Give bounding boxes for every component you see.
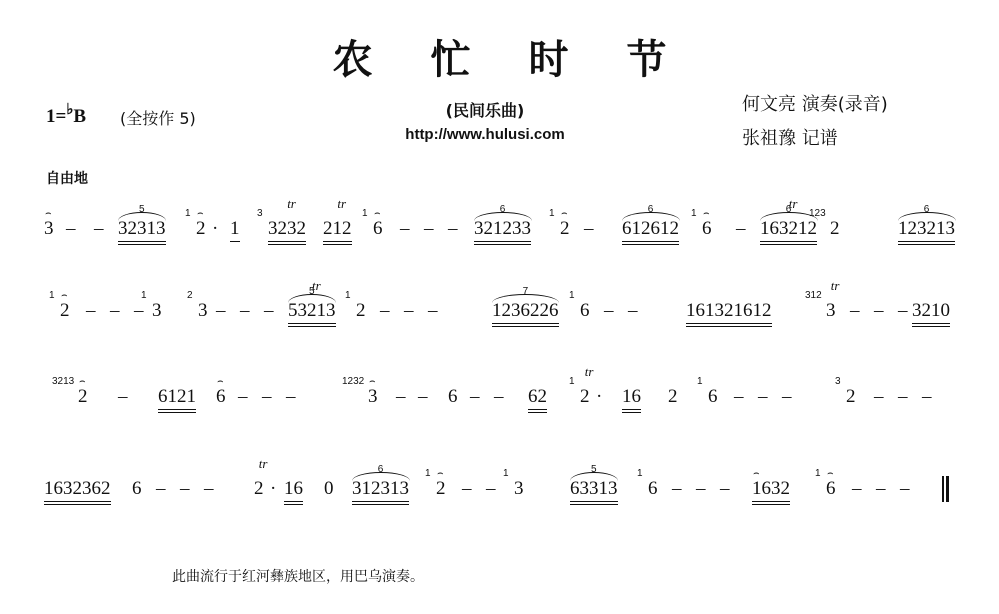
dash-extension: – <box>424 218 434 239</box>
dash-extension: – <box>898 300 908 321</box>
dash-extension: – <box>94 218 104 239</box>
fermata-icon: ⌢ <box>374 208 381 219</box>
note-group: 6 <box>648 478 658 499</box>
fermata-icon: ⌢ <box>561 208 568 219</box>
dash-extension: – <box>66 218 76 239</box>
note-group: 3 <box>44 218 54 239</box>
dash-extension: – <box>418 386 428 407</box>
grace-note: 1 <box>425 468 431 479</box>
grace-note: 1 <box>697 376 703 387</box>
note-group: 63313 <box>570 478 618 505</box>
tuplet-number: 5 <box>591 464 597 475</box>
trill-mark: tr <box>830 278 840 293</box>
dash-extension: – <box>216 300 226 321</box>
dash-extension: – <box>486 478 496 499</box>
score-title: 农忙时节 <box>332 37 725 83</box>
dash-extension: – <box>874 386 884 407</box>
note-group: 3 <box>826 300 836 321</box>
tuplet-number: 6 <box>377 464 384 475</box>
dash-extension: – <box>156 478 166 499</box>
note-group: 53213 <box>288 300 336 327</box>
dash-extension: – <box>584 218 594 239</box>
dash-extension: – <box>238 386 248 407</box>
note-group: 2 <box>668 386 678 407</box>
dash-extension: – <box>852 478 862 499</box>
fermata-icon: ⌢ <box>369 376 376 387</box>
tuplet-number: 6 <box>647 204 654 215</box>
dash-extension: – <box>264 300 274 321</box>
source-url: http://www.hulusi.com <box>405 126 565 143</box>
dash-extension: – <box>494 386 504 407</box>
fermata-icon: ⌢ <box>79 376 86 387</box>
note-group: 3 <box>198 300 208 321</box>
grace-note: 1232 <box>342 376 365 387</box>
dash-extension: – <box>874 300 884 321</box>
dash-extension: – <box>448 218 458 239</box>
note-group: 321233 <box>474 218 531 245</box>
fermata-icon: ⌢ <box>217 376 224 387</box>
note-group: 6 <box>448 386 458 407</box>
grace-note: 1 <box>345 290 351 301</box>
note-group: 6 <box>216 386 226 407</box>
tuplet-number: 5 <box>309 286 315 297</box>
note-group: 1 <box>230 218 240 242</box>
grace-note: 1 <box>637 468 643 479</box>
dot-extension: · <box>596 386 603 407</box>
grace-note: 1 <box>49 290 55 301</box>
note-group: 16 <box>284 478 303 505</box>
performer-credit: 何文亮 演奏(录音) <box>742 94 888 115</box>
dash-extension: – <box>180 478 190 499</box>
dash-extension: – <box>850 300 860 321</box>
grace-note: 1 <box>362 208 368 219</box>
grace-note: 3 <box>257 208 263 219</box>
dash-extension: – <box>240 300 250 321</box>
dash-extension: – <box>118 386 128 407</box>
dash-extension: – <box>110 300 120 321</box>
fingering-note: (全按作 5) <box>120 109 196 128</box>
grace-note: 1 <box>141 290 147 301</box>
note-group: 16 <box>622 386 641 413</box>
note-group: 62 <box>528 386 547 413</box>
trill-mark: tr <box>312 278 321 293</box>
note-group: 2 <box>60 300 70 321</box>
footnote: 此曲流行于红河彝族地区，用巴乌演奏。 <box>172 569 424 585</box>
fermata-icon: ⌢ <box>437 468 444 479</box>
dash-extension: – <box>86 300 96 321</box>
note-group: 2 <box>196 218 206 239</box>
tempo-marking: 自由地 <box>46 171 88 187</box>
tuplet-number: 6 <box>923 204 930 215</box>
grace-note: 1 <box>503 468 509 479</box>
dash-extension: – <box>462 478 472 499</box>
note-group: 123213 <box>898 218 955 245</box>
dash-extension: – <box>734 386 744 407</box>
note-group: 6 <box>373 218 383 239</box>
grace-note: 1 <box>569 376 575 387</box>
note-group: 2 <box>580 386 590 407</box>
fermata-icon: ⌢ <box>703 208 710 219</box>
dash-extension: – <box>720 478 730 499</box>
dash-extension: – <box>134 300 144 321</box>
note-group: 6 <box>826 478 836 499</box>
dash-extension: – <box>922 386 932 407</box>
dash-extension: – <box>400 218 410 239</box>
trill-mark: tr <box>584 364 594 379</box>
grace-note: 3 <box>835 376 841 387</box>
trill-mark: tr <box>337 196 347 211</box>
fermata-icon: ⌢ <box>197 208 204 219</box>
key-prefix: 1= <box>46 106 67 127</box>
transcriber-credit: 张祖豫 记谱 <box>742 128 838 149</box>
note-group: 161321612 <box>686 300 772 327</box>
note-group: 3210 <box>912 300 950 327</box>
trill-mark: tr <box>788 196 798 211</box>
fermata-icon: ⌢ <box>753 468 760 479</box>
dot-extension: · <box>212 218 219 239</box>
note-group: 312313 <box>352 478 409 505</box>
grace-note: 1 <box>549 208 555 219</box>
dash-extension: – <box>262 386 272 407</box>
dash-extension: – <box>900 478 910 499</box>
note-group: 2 <box>78 386 88 407</box>
tuplet-number: 7 <box>522 286 529 297</box>
dash-extension: – <box>898 386 908 407</box>
note-group: 3 <box>514 478 524 499</box>
grace-note: 1 <box>815 468 821 479</box>
note-group: 3 <box>368 386 378 407</box>
note-group: 2 <box>356 300 366 321</box>
fermata-icon: ⌢ <box>827 468 834 479</box>
grace-note: 1 <box>569 290 575 301</box>
dash-extension: – <box>404 300 414 321</box>
dash-extension: – <box>470 386 480 407</box>
note-group: 32313 <box>118 218 166 245</box>
note-group: 6 <box>702 218 712 239</box>
fermata-icon: ⌢ <box>45 208 52 219</box>
note-group: 163212 <box>760 218 817 245</box>
trill-mark: tr <box>287 196 296 211</box>
dash-extension: – <box>672 478 682 499</box>
grace-note: 1 <box>185 208 191 219</box>
key-note: B <box>73 106 87 127</box>
dash-extension: – <box>758 386 768 407</box>
note-group: 6 <box>132 478 142 499</box>
tuplet-number: 6 <box>785 204 792 215</box>
note-group: 612612 <box>622 218 679 245</box>
dash-extension: – <box>782 386 792 407</box>
dash-extension: – <box>204 478 214 499</box>
dash-extension: – <box>696 478 706 499</box>
note-group: 1632362 <box>44 478 111 505</box>
dash-extension: – <box>876 478 886 499</box>
dash-extension: – <box>628 300 638 321</box>
dash-extension: – <box>396 386 406 407</box>
grace-note: 3213 <box>52 376 75 387</box>
note-group: 2 <box>560 218 570 239</box>
tuplet-number: 5 <box>139 204 145 215</box>
fermata-icon: ⌢ <box>61 290 68 301</box>
dot-extension: · <box>270 478 277 499</box>
note-group: 212 <box>323 218 352 245</box>
final-barline-thick <box>946 476 949 502</box>
note-group: 3 <box>152 300 162 321</box>
grace-note: 1 <box>691 208 697 219</box>
final-barline <box>942 476 944 502</box>
dash-extension: – <box>286 386 296 407</box>
dash-extension: – <box>428 300 438 321</box>
note-group: 2 <box>254 478 264 499</box>
grace-note: 123 <box>809 208 826 219</box>
dash-extension: – <box>604 300 614 321</box>
note-group: 2 <box>436 478 446 499</box>
note-group: 2 <box>846 386 856 407</box>
grace-note: 312 <box>805 290 822 301</box>
note-group: 0 <box>324 478 334 499</box>
dash-extension: – <box>736 218 746 239</box>
grace-note: 2 <box>187 290 193 301</box>
note-group: 6121 <box>158 386 196 413</box>
note-group: 3232 <box>268 218 306 245</box>
dash-extension: – <box>380 300 390 321</box>
trill-mark: tr <box>258 456 268 471</box>
note-group: 6 <box>708 386 718 407</box>
note-group: 1632 <box>752 478 790 505</box>
flat-sign: ♭ <box>66 102 74 118</box>
note-group: 6 <box>580 300 590 321</box>
note-group: 2 <box>830 218 840 239</box>
tuplet-number: 6 <box>499 204 506 215</box>
note-group: 1236226 <box>492 300 559 327</box>
genre-label: (民间乐曲) <box>445 101 525 120</box>
